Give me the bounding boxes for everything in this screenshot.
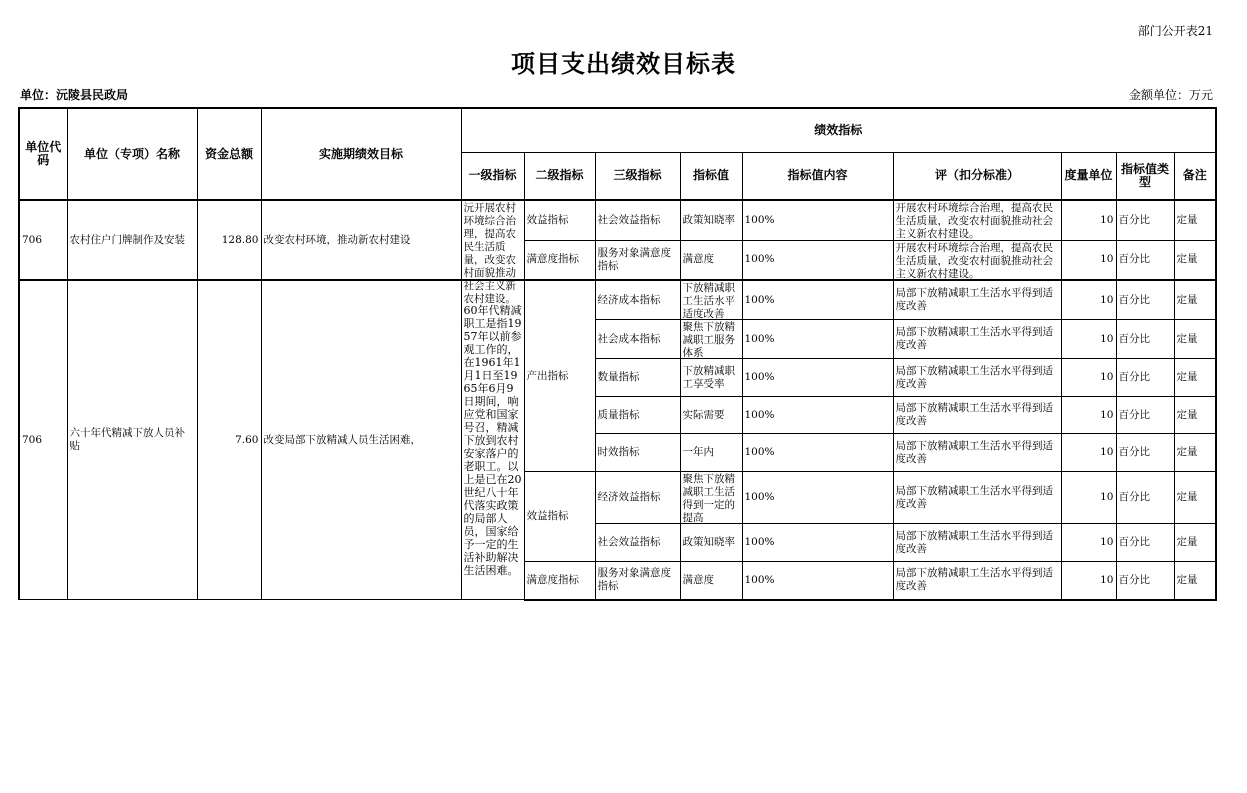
remark: 定量 bbox=[1174, 397, 1216, 434]
amount-unit-label: 金额单位：万元 bbox=[1128, 88, 1213, 102]
indicator-value-content: 100% bbox=[742, 359, 893, 397]
col-header-level1: 一级指标 bbox=[461, 152, 524, 200]
measure-unit: 10 bbox=[1061, 434, 1116, 472]
level2-group-benefit: 效益指标 bbox=[524, 472, 595, 562]
project-amount: 128.80 bbox=[197, 200, 261, 280]
level3-indicator: 社会效益指标 bbox=[595, 200, 680, 240]
indicator-value: 满意度 bbox=[680, 562, 742, 600]
level3-indicator: 经济效益指标 bbox=[595, 472, 680, 524]
indicator-value-content: 100% bbox=[742, 472, 893, 524]
value-type: 百分比 bbox=[1116, 562, 1174, 600]
level3-indicator: 社会效益指标 bbox=[595, 524, 680, 562]
value-type: 百分比 bbox=[1116, 397, 1174, 434]
remark: 定量 bbox=[1174, 200, 1216, 240]
measure-unit: 10 bbox=[1061, 280, 1116, 320]
scoring-standard: 局部下放精减职工生活水平得到适度改善 bbox=[893, 280, 1061, 320]
project-name: 农村住户门牌制作及安装 bbox=[67, 200, 197, 280]
level2-group-output: 产出指标 bbox=[524, 280, 595, 472]
remark: 定量 bbox=[1174, 524, 1216, 562]
col-header-goal: 实施期绩效目标 bbox=[261, 108, 461, 200]
remark: 定量 bbox=[1174, 359, 1216, 397]
indicator-value-content: 100% bbox=[742, 562, 893, 600]
value-type: 百分比 bbox=[1116, 200, 1174, 240]
col-header-value: 指标值 bbox=[680, 152, 742, 200]
value-type: 百分比 bbox=[1116, 472, 1174, 524]
col-header-unit-name: 单位（专项）名称 bbox=[67, 108, 197, 200]
indicator-value-content: 100% bbox=[742, 320, 893, 359]
col-header-scoring: 评（扣分标准） bbox=[893, 152, 1061, 200]
value-type: 百分比 bbox=[1116, 280, 1174, 320]
level3-indicator: 服务对象满意度指标 bbox=[595, 562, 680, 600]
indicator-value: 政策知晓率 bbox=[680, 200, 742, 240]
indicator-value-content: 100% bbox=[742, 397, 893, 434]
indicator-value: 下放精减职工生活水平适度改善 bbox=[680, 280, 742, 320]
remark: 定量 bbox=[1174, 320, 1216, 359]
col-header-unit-code: 单位代码 bbox=[19, 108, 67, 200]
scoring-standard: 局部下放精减职工生活水平得到适度改善 bbox=[893, 359, 1061, 397]
value-type: 百分比 bbox=[1116, 359, 1174, 397]
indicator-value: 满意度 bbox=[680, 240, 742, 280]
value-type: 百分比 bbox=[1116, 434, 1174, 472]
indicator-value: 政策知晓率 bbox=[680, 524, 742, 562]
indicator-value-content: 100% bbox=[742, 524, 893, 562]
col-header-level2: 二级指标 bbox=[524, 152, 595, 200]
project-name: 六十年代精减下放人员补贴 bbox=[67, 280, 197, 600]
level3-indicator: 数量指标 bbox=[595, 359, 680, 397]
value-type: 百分比 bbox=[1116, 524, 1174, 562]
level2-indicator: 效益指标 bbox=[524, 200, 595, 240]
measure-unit: 10 bbox=[1061, 359, 1116, 397]
performance-target-table bbox=[18, 107, 1217, 601]
col-header-value-content: 指标值内容 bbox=[742, 152, 893, 200]
col-header-remark: 备注 bbox=[1174, 152, 1216, 200]
scoring-standard: 局部下放精减职工生活水平得到适度改善 bbox=[893, 320, 1061, 359]
col-header-total-funds: 资金总额 bbox=[197, 108, 261, 200]
indicator-value: 一年内 bbox=[680, 434, 742, 472]
scoring-standard: 开展农村环境综合治理，提高农民生活质量，改变农村面貌推动社会主义新农村建设。 bbox=[893, 240, 1061, 280]
scoring-standard: 局部下放精减职工生活水平得到适度改善 bbox=[893, 524, 1061, 562]
level1-indicator: 60年代精减职工是指1957年以前参观工作的，在1961年1月1日至1965年6月9日期间，响应党和国家号召，精减下放到农村安家落户的老职工。以上是已在20世纪八十年代落实政策的局部人员，国家给予一定的生活补助解决生活困难。 bbox=[461, 280, 524, 600]
remark: 定量 bbox=[1174, 472, 1216, 524]
scoring-standard: 局部下放精减职工生活水平得到适度改善 bbox=[893, 562, 1061, 600]
remark: 定量 bbox=[1174, 240, 1216, 280]
table-row bbox=[19, 200, 1216, 240]
level3-indicator: 社会成本指标 bbox=[595, 320, 680, 359]
measure-unit: 10 bbox=[1061, 320, 1116, 359]
scoring-standard: 局部下放精减职工生活水平得到适度改善 bbox=[893, 397, 1061, 434]
col-header-indicators: 绩效指标 bbox=[461, 108, 1216, 152]
project-goal: 改变农村环境，推动新农村建设 bbox=[261, 200, 461, 280]
level3-indicator: 服务对象满意度指标 bbox=[595, 240, 680, 280]
col-header-level3: 三级指标 bbox=[595, 152, 680, 200]
indicator-value: 下放精减职工享受率 bbox=[680, 359, 742, 397]
project-amount: 7.60 bbox=[197, 280, 261, 600]
table-row bbox=[19, 280, 1216, 320]
indicator-value-content: 100% bbox=[742, 280, 893, 320]
indicator-value: 聚焦下放精减职工生活得到一定的提高 bbox=[680, 472, 742, 524]
measure-unit: 10 bbox=[1061, 240, 1116, 280]
table-number-label: 部门公开表21 bbox=[1137, 24, 1213, 38]
indicator-value-content: 100% bbox=[742, 434, 893, 472]
indicator-value-content: 100% bbox=[742, 200, 893, 240]
page-title: 项目支出绩效目标表 bbox=[511, 49, 736, 78]
value-type: 百分比 bbox=[1116, 240, 1174, 280]
unit-label: 单位：沅陵县民政局 bbox=[20, 88, 129, 102]
measure-unit: 10 bbox=[1061, 200, 1116, 240]
measure-unit: 10 bbox=[1061, 524, 1116, 562]
col-header-measure-unit: 度量单位 bbox=[1061, 152, 1116, 200]
project-goal: 改变局部下放精减人员生活困难， bbox=[261, 280, 461, 600]
indicator-value: 实际需要 bbox=[680, 397, 742, 434]
col-header-value-type: 指标值类型 bbox=[1116, 152, 1174, 200]
remark: 定量 bbox=[1174, 434, 1216, 472]
scoring-standard: 开展农村环境综合治理，提高农民生活质量，改变农村面貌推动社会主义新农村建设。 bbox=[893, 200, 1061, 240]
scoring-standard: 局部下放精减职工生活水平得到适度改善 bbox=[893, 472, 1061, 524]
indicator-value: 聚焦下放精减职工服务体系 bbox=[680, 320, 742, 359]
scoring-standard: 局部下放精减职工生活水平得到适度改善 bbox=[893, 434, 1061, 472]
measure-unit: 10 bbox=[1061, 562, 1116, 600]
measure-unit: 10 bbox=[1061, 472, 1116, 524]
project-code: 706 bbox=[19, 280, 67, 600]
level1-indicator: 沅开展农村环境综合治理，提高农民生活质量，改变农村面貌推动社会主义新农村建设。 bbox=[461, 200, 524, 280]
remark: 定量 bbox=[1174, 280, 1216, 320]
project-code: 706 bbox=[19, 200, 67, 280]
level3-indicator: 经济成本指标 bbox=[595, 280, 680, 320]
indicator-value-content: 100% bbox=[742, 240, 893, 280]
remark: 定量 bbox=[1174, 562, 1216, 600]
level2-indicator: 满意度指标 bbox=[524, 240, 595, 280]
measure-unit: 10 bbox=[1061, 397, 1116, 434]
level3-indicator: 时效指标 bbox=[595, 434, 680, 472]
level2-group-satisfaction: 满意度指标 bbox=[524, 562, 595, 600]
level3-indicator: 质量指标 bbox=[595, 397, 680, 434]
value-type: 百分比 bbox=[1116, 320, 1174, 359]
